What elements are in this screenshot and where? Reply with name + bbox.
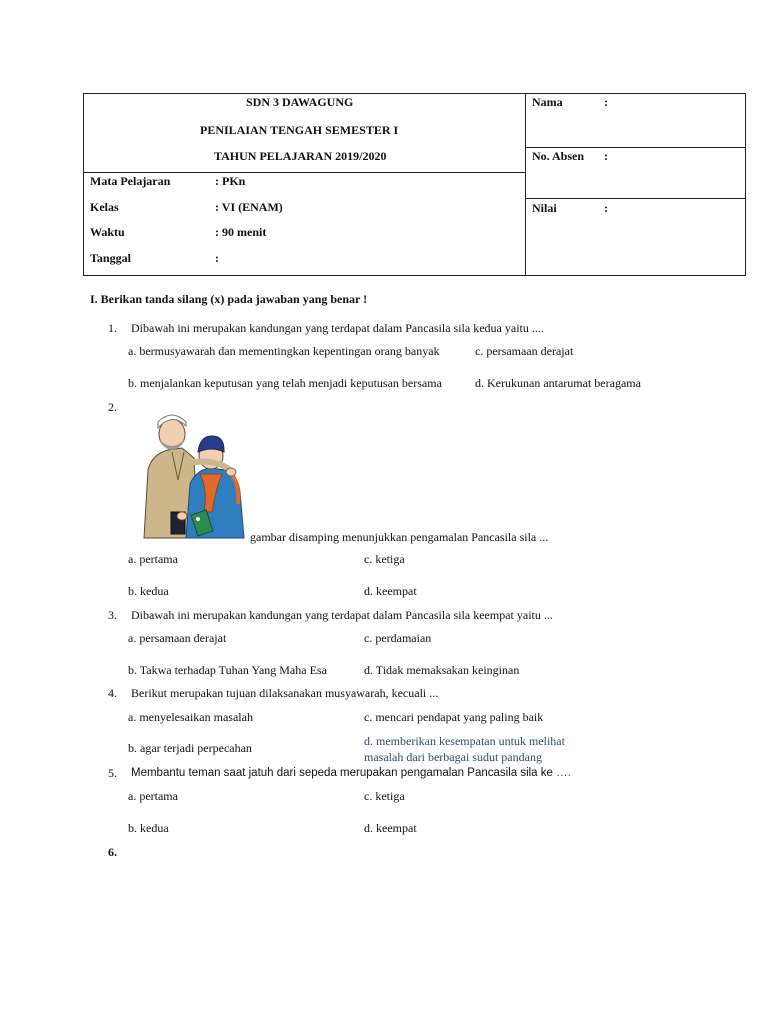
two-people-handshake-illustration [138, 408, 246, 541]
q4-option-d-line1[interactable]: d. memberikan kesempatan untuk melihat [364, 734, 565, 748]
q5-option-a[interactable]: a. pertama [128, 789, 178, 803]
question-3-text: Dibawah ini merupakan kandungan yang terdapat dalam Pancasila sila keempat yaitu ... [131, 608, 553, 622]
q1-option-a[interactable]: a. bermusyawarah dan mementingkan kepentingan orang banyak [128, 344, 440, 358]
q4-option-b[interactable]: b. agar terjadi perpecahan [128, 741, 252, 755]
q1-option-c[interactable]: c. persamaan derajat [475, 344, 574, 358]
class-value: : VI (ENAM) [215, 200, 283, 214]
subject-label: Mata Pelajaran [90, 174, 171, 188]
question-4-number: 4. [108, 686, 117, 700]
header-table-divider [525, 93, 526, 276]
header-table-left [83, 93, 84, 276]
q5-option-c[interactable]: c. ketiga [364, 789, 405, 803]
question-1-text: Dibawah ini merupakan kandungan yang terdapat dalam Pancasila sila kedua yaitu .... [131, 321, 544, 335]
q2-option-b[interactable]: b. kedua [128, 584, 169, 598]
q4-option-a[interactable]: a. menyelesaikan masalah [128, 710, 253, 724]
score-label: Nilai [532, 201, 557, 215]
question-1-number: 1. [108, 321, 117, 335]
q3-option-a[interactable]: a. persamaan derajat [128, 631, 227, 645]
name-label: Nama [532, 95, 563, 109]
q1-option-b[interactable]: b. menjalankan keputusan yang telah menjadi keputusan bersama [128, 376, 442, 390]
time-value: : 90 menit [215, 225, 267, 239]
section-title: I. Berikan tanda silang (x) pada jawaban yang benar ! [90, 292, 368, 306]
header-right-divider-1 [525, 147, 746, 148]
score-field[interactable]: : [604, 201, 608, 215]
time-label: Waktu [90, 225, 125, 239]
date-value: : [215, 251, 219, 265]
academic-year: TAHUN PELAJARAN 2019/2020 [214, 149, 387, 163]
date-label: Tanggal [90, 251, 131, 265]
question-5-body: Membantu teman saat jatuh dari sepeda merupakan pengamalan Pancasila sila ke [131, 767, 553, 779]
question-4-text: Berikut merupakan tujuan dilaksanakan musyawarah, kecuali ... [131, 686, 439, 700]
header-table-bottom [83, 275, 746, 276]
q4-option-d-line2[interactable]: masalah dari berbagai sudut pandang [364, 750, 542, 764]
q3-option-d[interactable]: d. Tidak memaksakan keinginan [364, 663, 520, 677]
q5-option-b[interactable]: b. kedua [128, 821, 169, 835]
subject-value: : PKn [215, 174, 246, 188]
absen-field[interactable]: : [604, 149, 608, 163]
question-5-dots: …. [552, 767, 571, 779]
question-2-text: gambar disamping menunjukkan pengamalan Pancasila sila ... [250, 530, 549, 544]
header-left-divider [83, 172, 526, 173]
question-3-number: 3. [108, 608, 117, 622]
header-table-right [745, 93, 746, 276]
q3-option-b[interactable]: b. Takwa terhadap Tuhan Yang Maha Esa [128, 663, 327, 677]
school-name: SDN 3 DAWAGUNG [246, 95, 354, 109]
q5-option-d[interactable]: d. keempat [364, 821, 417, 835]
q4-option-c[interactable]: c. mencari pendapat yang paling baik [364, 710, 544, 724]
question-5-number: 5. [108, 766, 117, 780]
exam-title: PENILAIAN TENGAH SEMESTER I [200, 123, 399, 137]
header-table-top [83, 93, 746, 94]
class-label: Kelas [90, 200, 119, 214]
q2-option-c[interactable]: c. ketiga [364, 552, 405, 566]
name-field[interactable]: : [604, 95, 608, 109]
question-5-text [131, 766, 571, 780]
absen-label: No. Absen [532, 149, 585, 163]
q2-option-a[interactable]: a. pertama [128, 552, 178, 566]
q3-option-c[interactable]: c. perdamaian [364, 631, 432, 645]
question-6-number: 6. [108, 845, 117, 859]
header-right-divider-2 [525, 198, 746, 199]
q1-option-d[interactable]: d. Kerukunan antarumat beragama [475, 376, 641, 390]
question-2-number: 2. [108, 400, 117, 414]
q2-option-d[interactable]: d. keempat [364, 584, 417, 598]
